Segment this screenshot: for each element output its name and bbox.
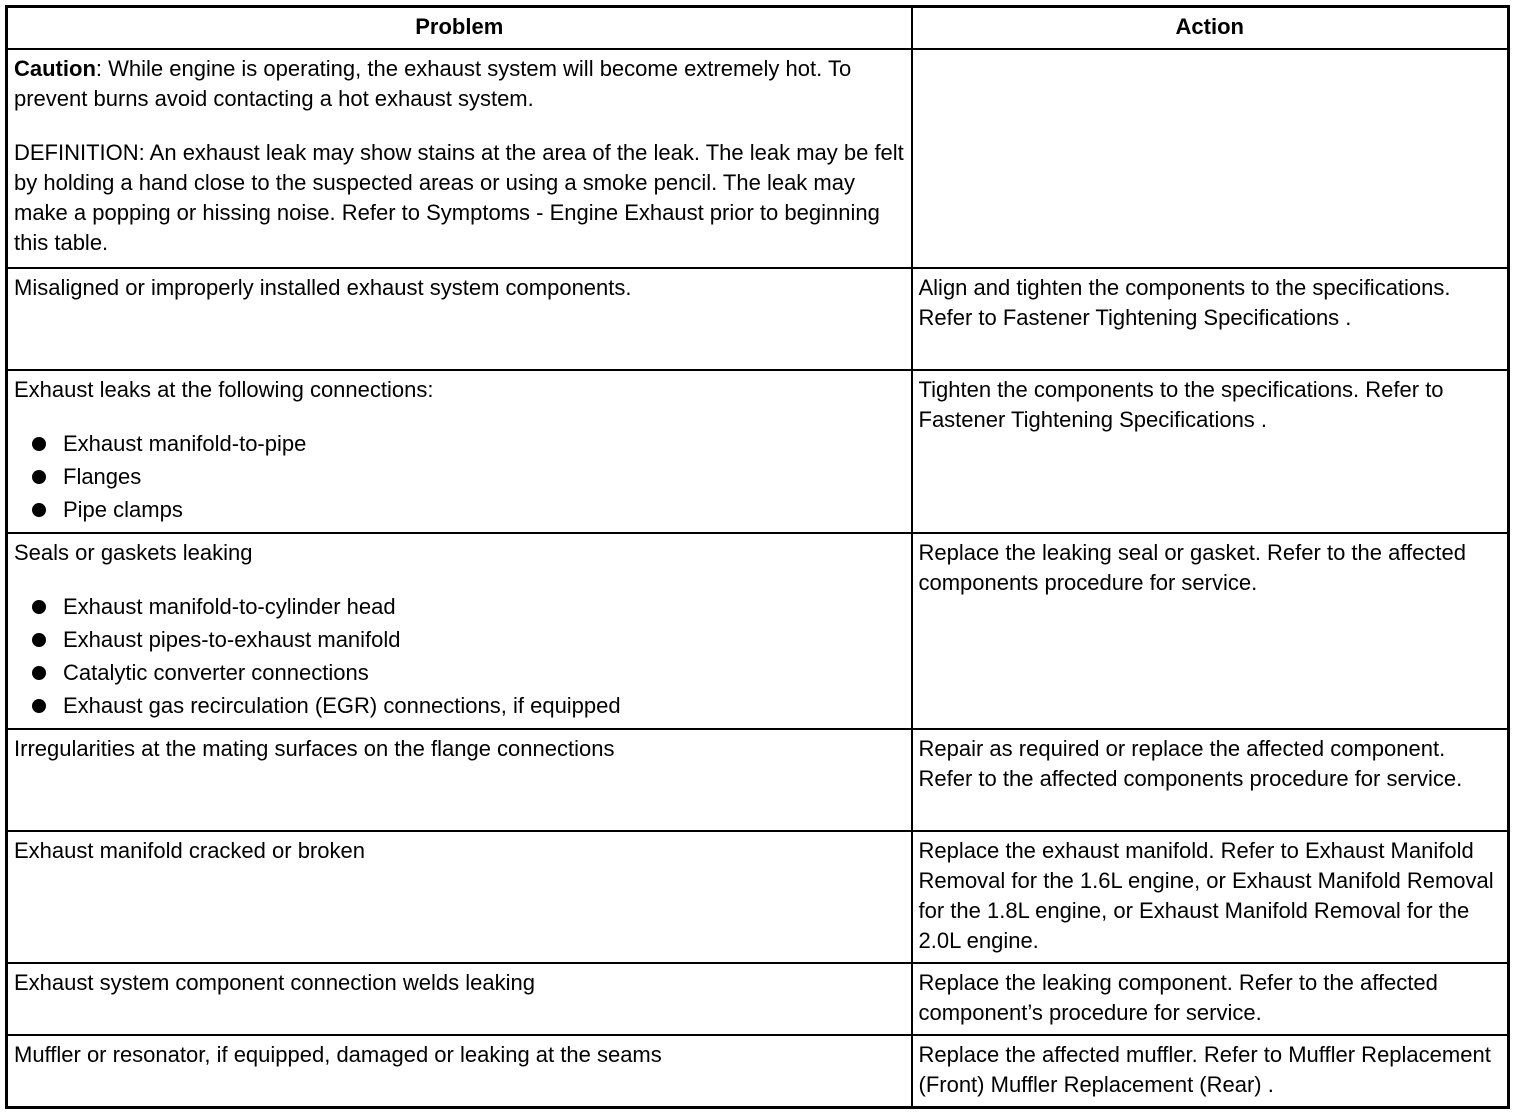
problem-text: Irregularities at the mating surfaces on the flange connections	[14, 736, 615, 761]
bullet-dot-icon	[32, 470, 46, 484]
bullet-item	[14, 623, 905, 656]
intro-problem-cell	[7, 49, 912, 268]
bullet-text: Pipe clamps	[63, 497, 183, 522]
action-cell: Repair as required or replace the affected component. Refer to the affected components procedure for service.	[912, 729, 1509, 831]
problem-text: Seals or gaskets leaking	[14, 540, 253, 565]
bullet-dot-icon	[32, 503, 46, 517]
bullet-item	[14, 689, 905, 722]
bullet-dot-icon	[32, 633, 46, 647]
problem-cell	[7, 533, 912, 729]
caution-note	[14, 54, 905, 114]
bullet-list	[14, 427, 905, 526]
action-cell: Replace the leaking component. Refer to the affected component’s procedure for service.	[912, 963, 1509, 1035]
table-row	[7, 1035, 1509, 1108]
bullet-item	[14, 590, 905, 623]
table-row	[7, 729, 1509, 831]
action-cell: Replace the leaking seal or gasket. Refer to the affected components procedure for service.	[912, 533, 1509, 729]
action-cell: Align and tighten the components to the specifications. Refer to Fastener Tightening Specifications .	[912, 268, 1509, 370]
bullet-item	[14, 460, 905, 493]
problem-text: Exhaust leaks at the following connections:	[14, 377, 434, 402]
bullet-dot-icon	[32, 699, 46, 713]
bullet-item	[14, 656, 905, 689]
action-cell: Tighten the components to the specifications. Refer to Fastener Tightening Specifications .	[912, 370, 1509, 533]
caution-label: Caution	[14, 56, 96, 81]
problem-text: Exhaust system component connection welds leaking	[14, 970, 535, 995]
action-column-header: Action	[912, 7, 1509, 50]
table-row	[7, 963, 1509, 1035]
problem-text: Exhaust manifold cracked or broken	[14, 838, 365, 863]
problem-text: Muffler or resonator, if equipped, damaged or leaking at the seams	[14, 1042, 662, 1067]
bullet-dot-icon	[32, 600, 46, 614]
table-row	[7, 533, 1509, 729]
problem-text: Misaligned or improperly installed exhaust system components.	[14, 275, 632, 300]
action-cell: Replace the affected muffler. Refer to Muffler Replacement (Front) Muffler Replacement (Rear) .	[912, 1035, 1509, 1108]
bullet-list	[14, 590, 905, 722]
problem-cell	[7, 370, 912, 533]
header-row	[7, 7, 1509, 50]
problem-cell	[7, 268, 912, 370]
problem-cell	[7, 729, 912, 831]
bullet-dot-icon	[32, 666, 46, 680]
bullet-text: Flanges	[63, 464, 142, 489]
bullet-text: Exhaust gas recirculation (EGR) connections, if equipped	[63, 693, 621, 718]
intro-row	[7, 49, 1509, 268]
problem-cell	[7, 963, 912, 1035]
intro-action-cell	[912, 49, 1509, 268]
table-row	[7, 831, 1509, 963]
bullet-text: Catalytic converter connections	[63, 660, 369, 685]
bullet-text: Exhaust manifold-to-cylinder head	[63, 594, 396, 619]
table-row	[7, 268, 1509, 370]
problem-cell	[7, 831, 912, 963]
diagnostic-table	[5, 5, 1510, 1109]
bullet-item	[14, 493, 905, 526]
action-cell: Replace the exhaust manifold. Refer to Exhaust Manifold Removal for the 1.6L engine, or Exhaust Manifold Removal for the 1.8L engine, or Exhaust Manifold Removal for the 2.0L engine.	[912, 831, 1509, 963]
bullet-item	[14, 427, 905, 460]
problem-column-header: Problem	[7, 7, 912, 50]
bullet-dot-icon	[32, 437, 46, 451]
problem-cell	[7, 1035, 912, 1108]
bullet-text: Exhaust pipes-to-exhaust manifold	[63, 627, 401, 652]
bullet-text: Exhaust manifold-to-pipe	[63, 431, 307, 456]
definition-note: DEFINITION: An exhaust leak may show stains at the area of the leak. The leak may be felt by holding a hand close to the suspected areas or using a smoke pencil. The leak may make a popping or hissing noise. Refer to Symptoms - Engine Exhaust prior to beginning this table.	[14, 140, 904, 255]
caution-text: : While engine is operating, the exhaust system will become extremely hot. To prevent burns avoid contacting a hot exhaust system.	[14, 56, 852, 111]
table-row	[7, 370, 1509, 533]
